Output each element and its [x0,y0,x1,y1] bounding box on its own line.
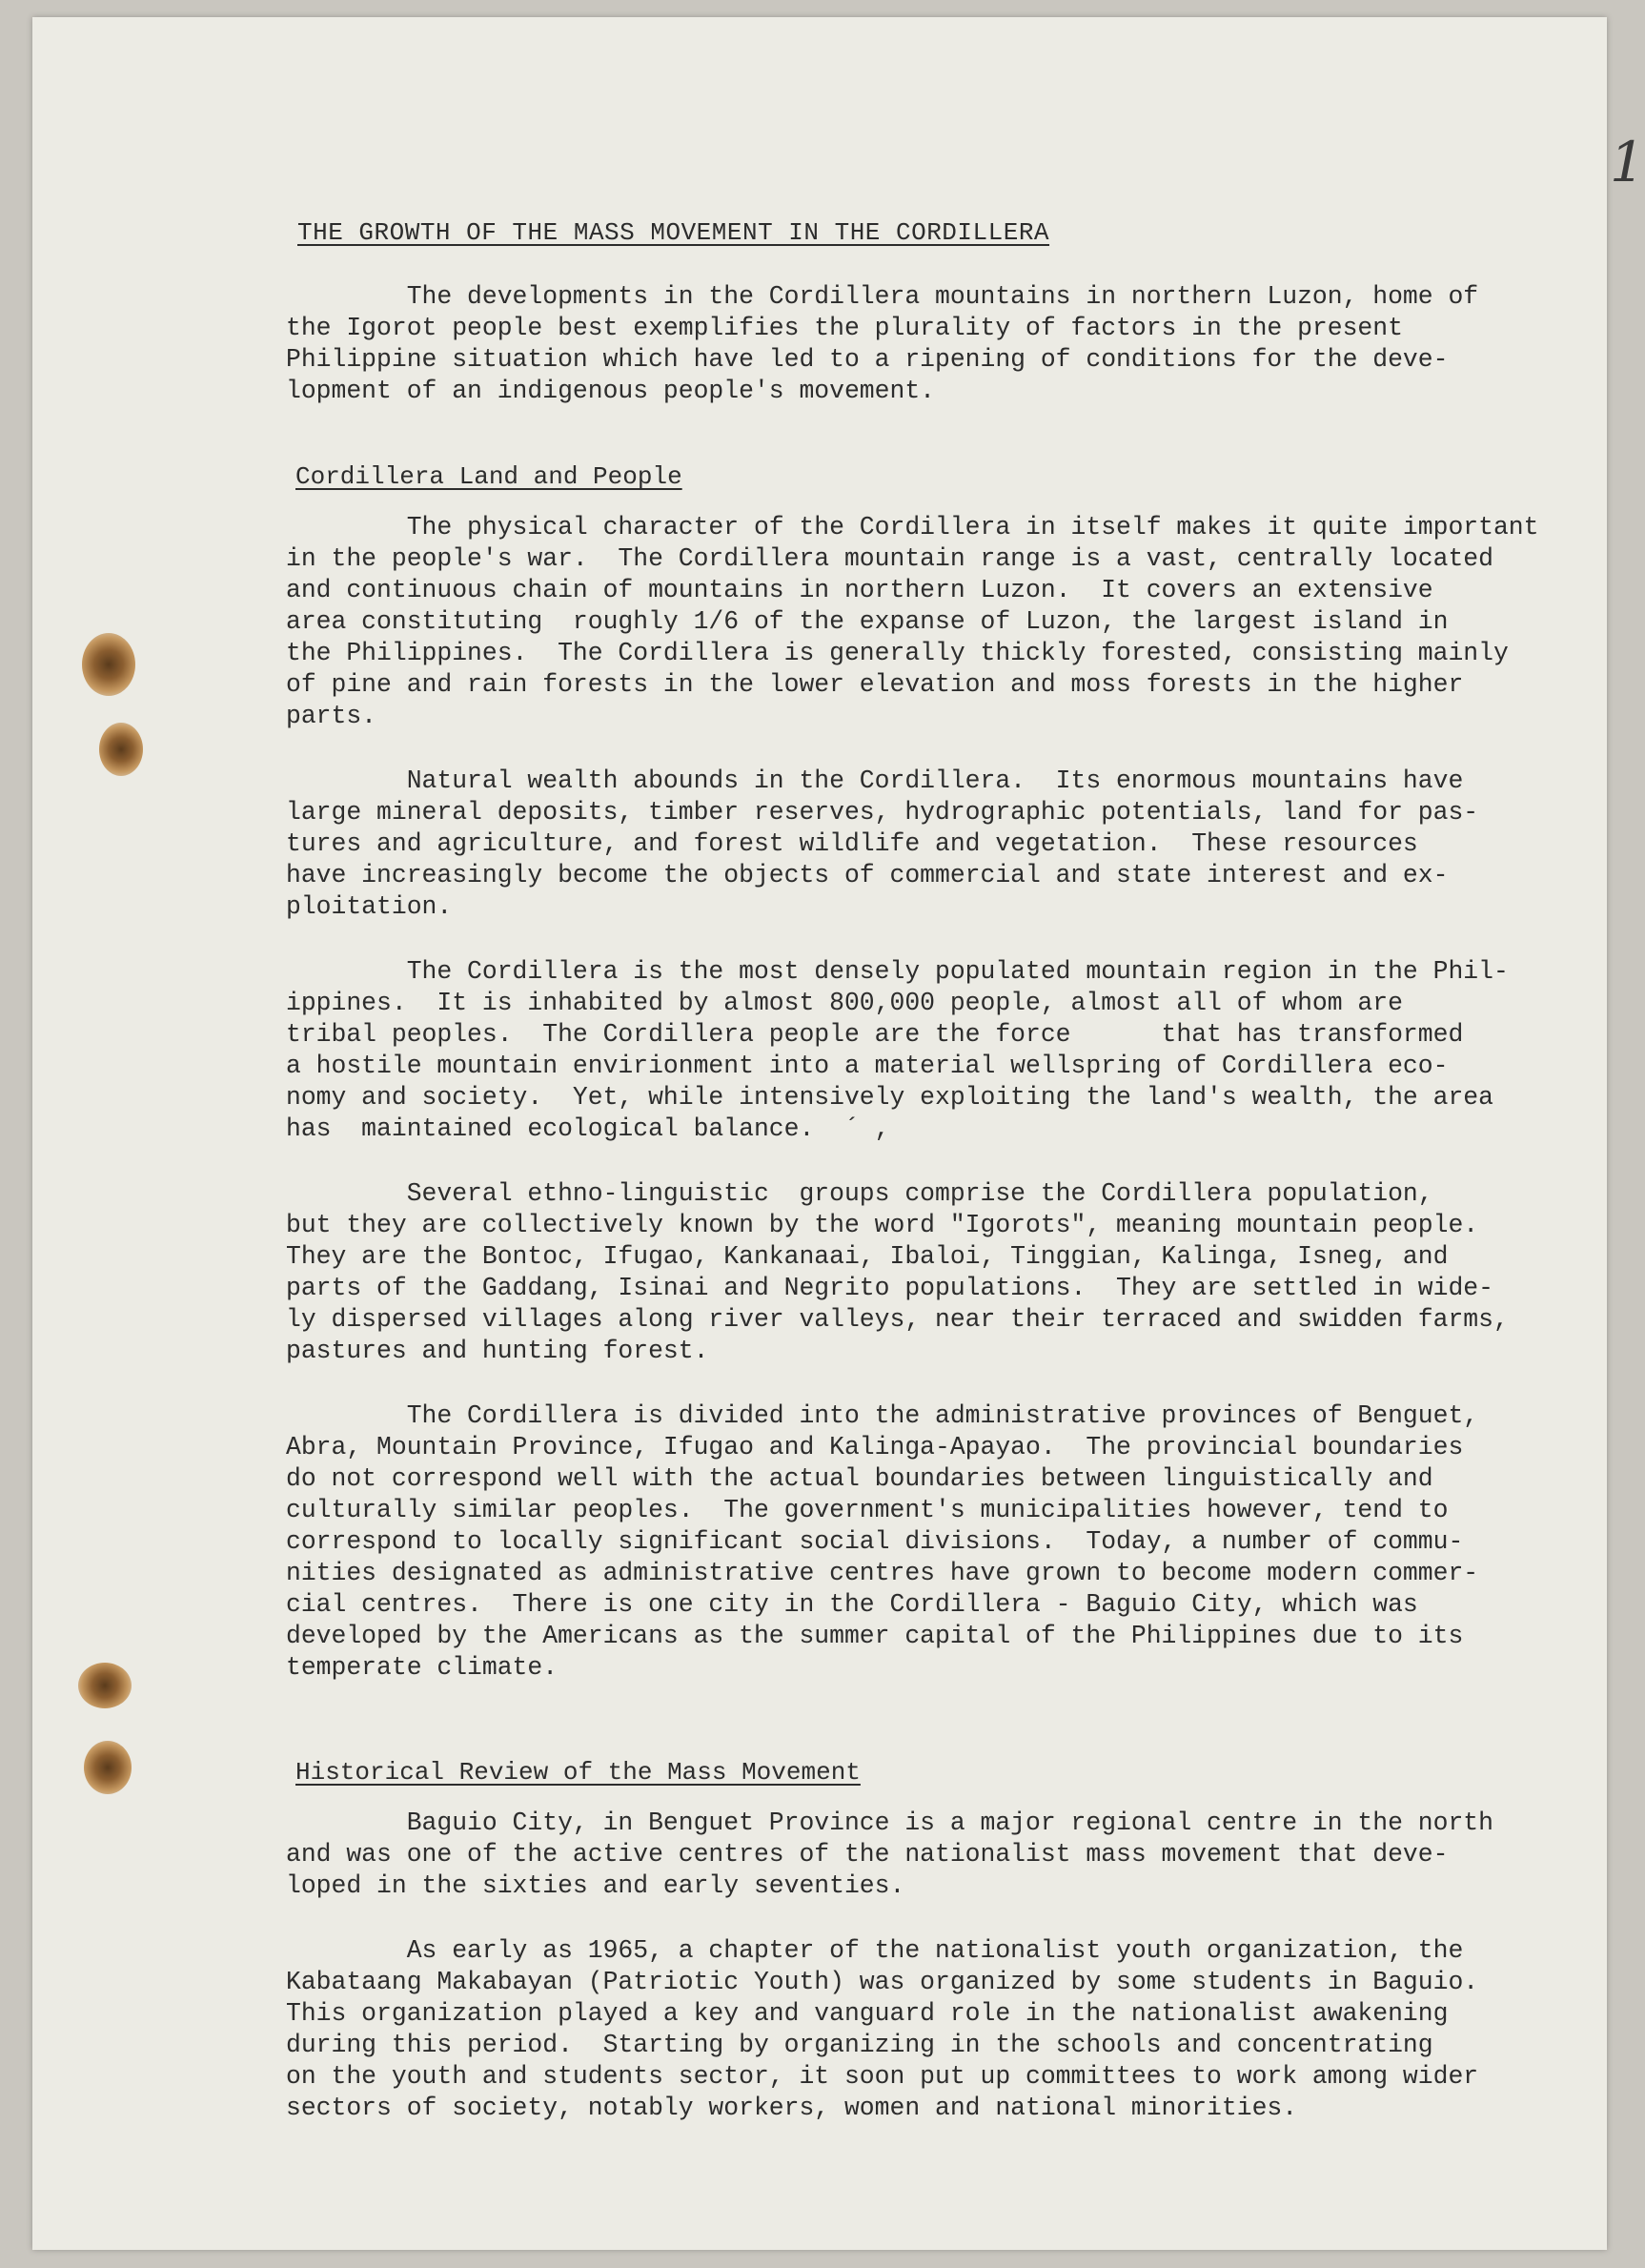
text-line: during this period. Starting by organizing in the schools and concentrating [286,2031,1433,2059]
text-line: on the youth and students sector, it soon put up committees to work among wider [286,2062,1479,2091]
paragraph-provinces [286,1400,1582,1684]
punch-hole-icon [99,723,143,776]
section-heading-historical-review: Historical Review of the Mass Movement [295,1758,861,1787]
text-line: The Cordillera is divided into the administrative provinces of Benguet, [286,1401,1479,1430]
text-line: have increasingly become the objects of commercial and state interest and ex- [286,861,1449,889]
text-line: large mineral deposits, timber reserves, hydrographic potentials, land for pas- [286,798,1479,827]
text-line: temperate climate. [286,1653,558,1682]
text-line: area constituting roughly 1/6 of the expanse of Luzon, the largest island in [286,607,1449,636]
text-line: pastures and hunting forest. [286,1337,709,1365]
paragraph-physical-character [286,512,1582,732]
paragraph-natural-wealth [286,766,1582,923]
paragraph-population [286,956,1582,1145]
text-line: loped in the sixties and early seventies. [286,1871,905,1900]
text-line: nities designated as administrative centres have grown to become modern commer- [286,1559,1479,1587]
paragraph-baguio-city [286,1808,1582,1902]
text-line: They are the Bontoc, Ifugao, Kankanaai, Ibaloi, Tinggian, Kalinga, Isneg, and [286,1242,1449,1271]
text-line: Philippine situation which have led to a ripening of conditions for the deve- [286,345,1449,374]
text-line: of pine and rain forests in the lower elevation and moss forests in the higher [286,670,1464,699]
text-line: do not correspond well with the actual boundaries between linguistically and [286,1464,1433,1493]
page-number-mark: 1 [1610,130,1645,194]
text-line: Abra, Mountain Province, Ifugao and Kalinga-Apayao. The provincial boundaries [286,1433,1464,1461]
text-line: ploitation. [286,892,453,921]
text-line: parts of the Gaddang, Isinai and Negrito populations. They are settled in wide- [286,1274,1493,1302]
text-line: The Cordillera is the most densely populated mountain region in the Phil- [286,957,1509,986]
text-line: Baguio City, in Benguet Province is a major regional centre in the north [286,1808,1493,1837]
punch-hole-icon [78,1663,132,1708]
punch-hole-icon [84,1741,132,1794]
paragraph-ethno-linguistic [286,1178,1582,1367]
text-line: has maintained ecological balance. ´ , [286,1114,890,1143]
document-body [286,217,1582,2157]
text-line: lopment of an indigenous people's movement. [286,377,935,405]
text-line: sectors of society, notably workers, women and national minorities. [286,2094,1298,2122]
text-line: a hostile mountain envirionment into a material wellspring of Cordillera eco- [286,1052,1449,1080]
text-line: The physical character of the Cordillera in itself makes it quite important [286,513,1539,541]
text-line: Kabataang Makabayan (Patriotic Youth) was organized by some students in Baguio. [286,1968,1479,1996]
text-line: cial centres. There is one city in the Cordillera - Baguio City, which was [286,1590,1418,1619]
text-line: culturally similar peoples. The government's municipalities however, tend to [286,1496,1449,1524]
text-line: tures and agriculture, and forest wildlife and vegetation. These resources [286,829,1418,858]
punch-hole-icon [82,633,135,696]
document-title: THE GROWTH OF THE MASS MOVEMENT IN THE CORDILLERA [297,218,1050,247]
text-line: the Igorot people best exemplifies the plurality of factors in the present [286,314,1403,342]
paragraph-kabataang-makabayan [286,1935,1582,2124]
text-line: This organization played a key and vanguard role in the nationalist awakening [286,1999,1449,2028]
text-line: the Philippines. The Cordillera is generally thickly forested, consisting mainly [286,639,1509,667]
section-heading-land-people: Cordillera Land and People [295,462,682,491]
text-line: tribal peoples. The Cordillera people are the force that has transformed [286,1020,1464,1049]
text-line: correspond to locally significant social divisions. Today, a number of commu- [286,1527,1464,1556]
text-line: in the people's war. The Cordillera mountain range is a vast, centrally located [286,544,1493,573]
text-line: Natural wealth abounds in the Cordillera. Its enormous mountains have [286,766,1464,795]
text-line: nomy and society. Yet, while intensively exploiting the land's wealth, the area [286,1083,1493,1112]
text-line: and continuous chain of mountains in northern Luzon. It covers an extensive [286,576,1433,604]
intro-paragraph [286,281,1582,407]
text-line: and was one of the active centres of the nationalist mass movement that deve- [286,1840,1449,1869]
text-line: developed by the Americans as the summer capital of the Philippines due to its [286,1622,1464,1650]
text-line: The developments in the Cordillera mountains in northern Luzon, home of [286,282,1479,311]
text-line: parts. [286,702,377,730]
text-line: ippines. It is inhabited by almost 800,000 people, almost all of whom are [286,989,1403,1017]
text-line: Several ethno-linguistic groups comprise the Cordillera population, [286,1179,1433,1208]
text-line: As early as 1965, a chapter of the nationalist youth organization, the [286,1936,1464,1965]
text-line: ly dispersed villages along river valleys, near their terraced and swidden farms, [286,1305,1509,1334]
text-line: but they are collectively known by the word "Igorots", meaning mountain people. [286,1211,1479,1239]
